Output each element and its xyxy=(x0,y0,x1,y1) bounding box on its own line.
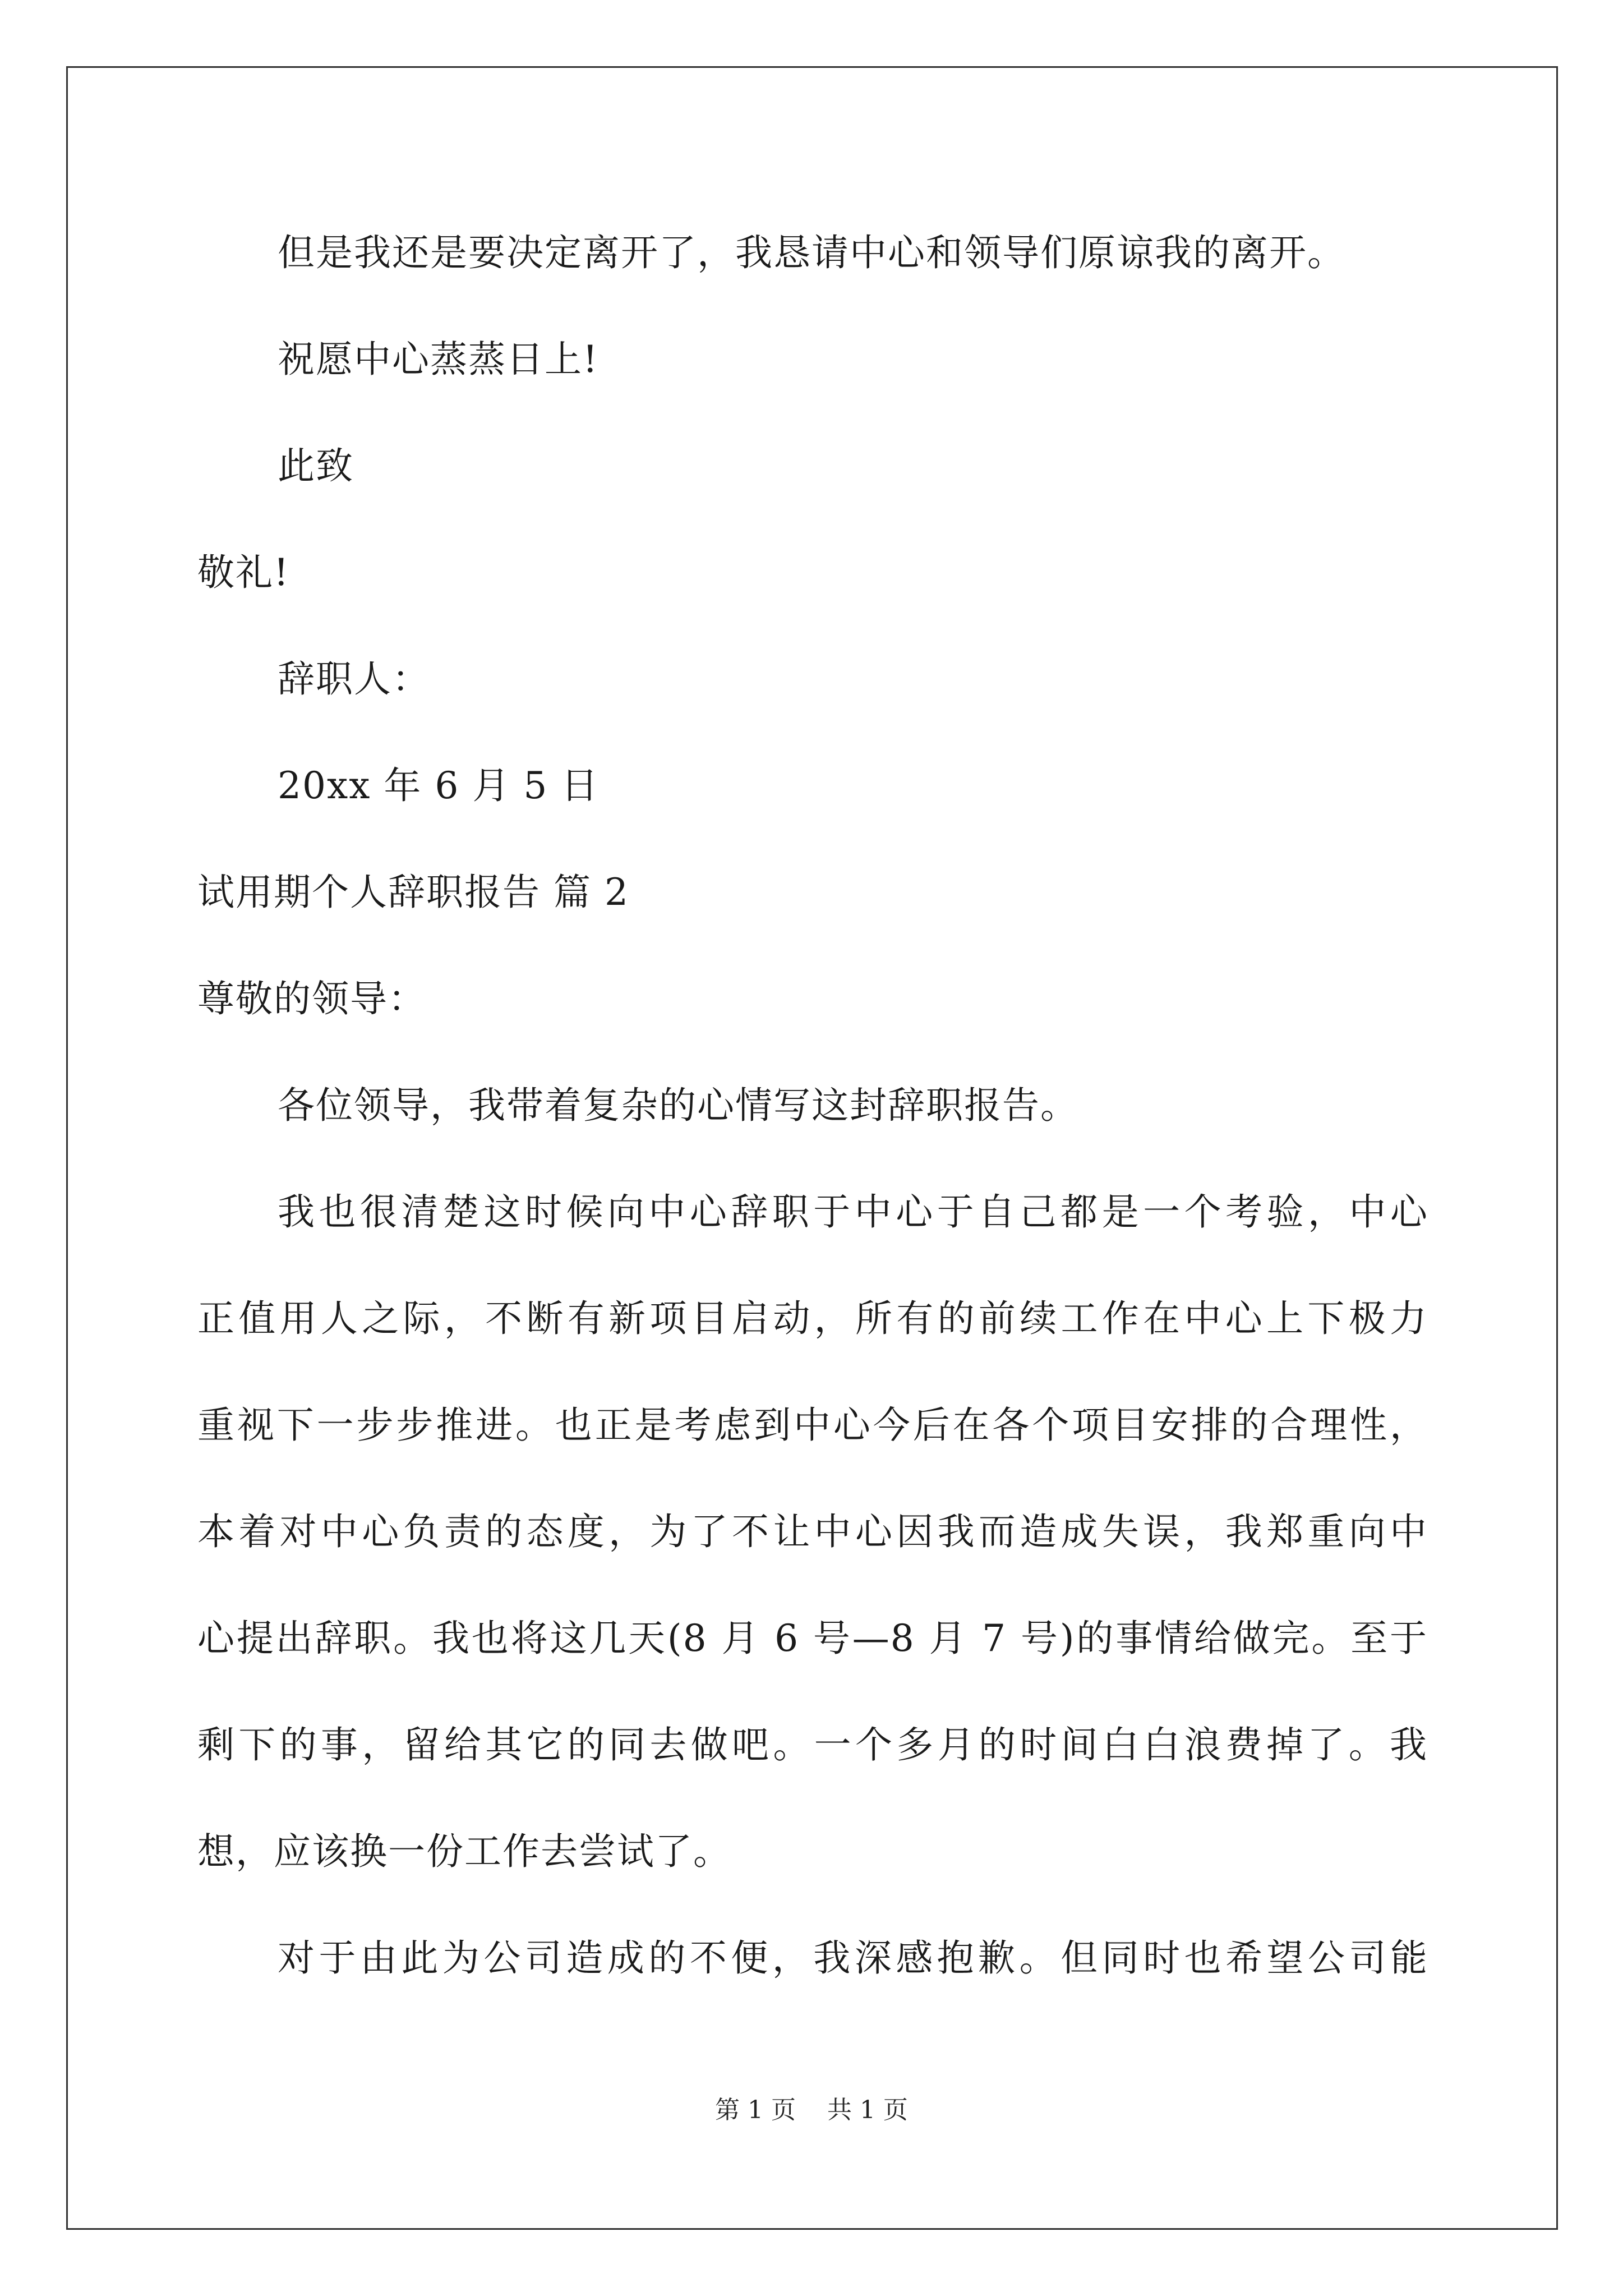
paragraph-line: 但是我还是要决定离开了，我恳请中心和领导们原谅我的离开。 xyxy=(278,231,1345,274)
closing-salutation: 此致 xyxy=(278,444,354,487)
page-border xyxy=(66,66,1558,2230)
greeting: 尊敬的领导： xyxy=(197,977,426,1020)
paragraph-line: 心提出辞职。我也将这几天(8 月 6 号—8 月 7 号)的事情给做完。至于 xyxy=(197,1617,1428,1660)
paragraph-line: 对于由此为公司造成的不便，我深感抱歉。但同时也希望公司能 xyxy=(278,1936,1428,1980)
section-heading: 试用期个人辞职报告 篇 2 xyxy=(197,871,629,914)
paragraph-line: 重视下一步步推进。也正是考虑到中心今后在各个项目安排的合理性， xyxy=(197,1404,1428,1447)
paragraph-line: 祝愿中心蒸蒸日上! xyxy=(278,338,599,381)
signature-label: 辞职人： xyxy=(278,657,430,701)
paragraph-line: 各位领导，我带着复杂的心情写这封辞职报告。 xyxy=(278,1084,1078,1127)
paragraph-line: 本着对中心负责的态度，为了不让中心因我而造成失误，我郑重向中 xyxy=(197,1510,1428,1553)
paragraph-line: 正值用人之际，不断有新项目启动，所有的前续工作在中心上下极力 xyxy=(197,1297,1428,1340)
paragraph-line: 剩下的事，留给其它的同去做吧。一个多月的时间白白浪费掉了。我 xyxy=(197,1723,1428,1766)
date-line: 20xx 年 6 月 5 日 xyxy=(278,764,600,807)
paragraph-line: 想，应该换一份工作去尝试了。 xyxy=(197,1830,731,1873)
page-footer: 第 1 页 共 1 页 xyxy=(715,2096,908,2124)
paragraph-line: 我也很清楚这时候向中心辞职于中心于自己都是一个考验，中心 xyxy=(278,1190,1428,1234)
closing-respect: 敬礼! xyxy=(197,551,290,594)
